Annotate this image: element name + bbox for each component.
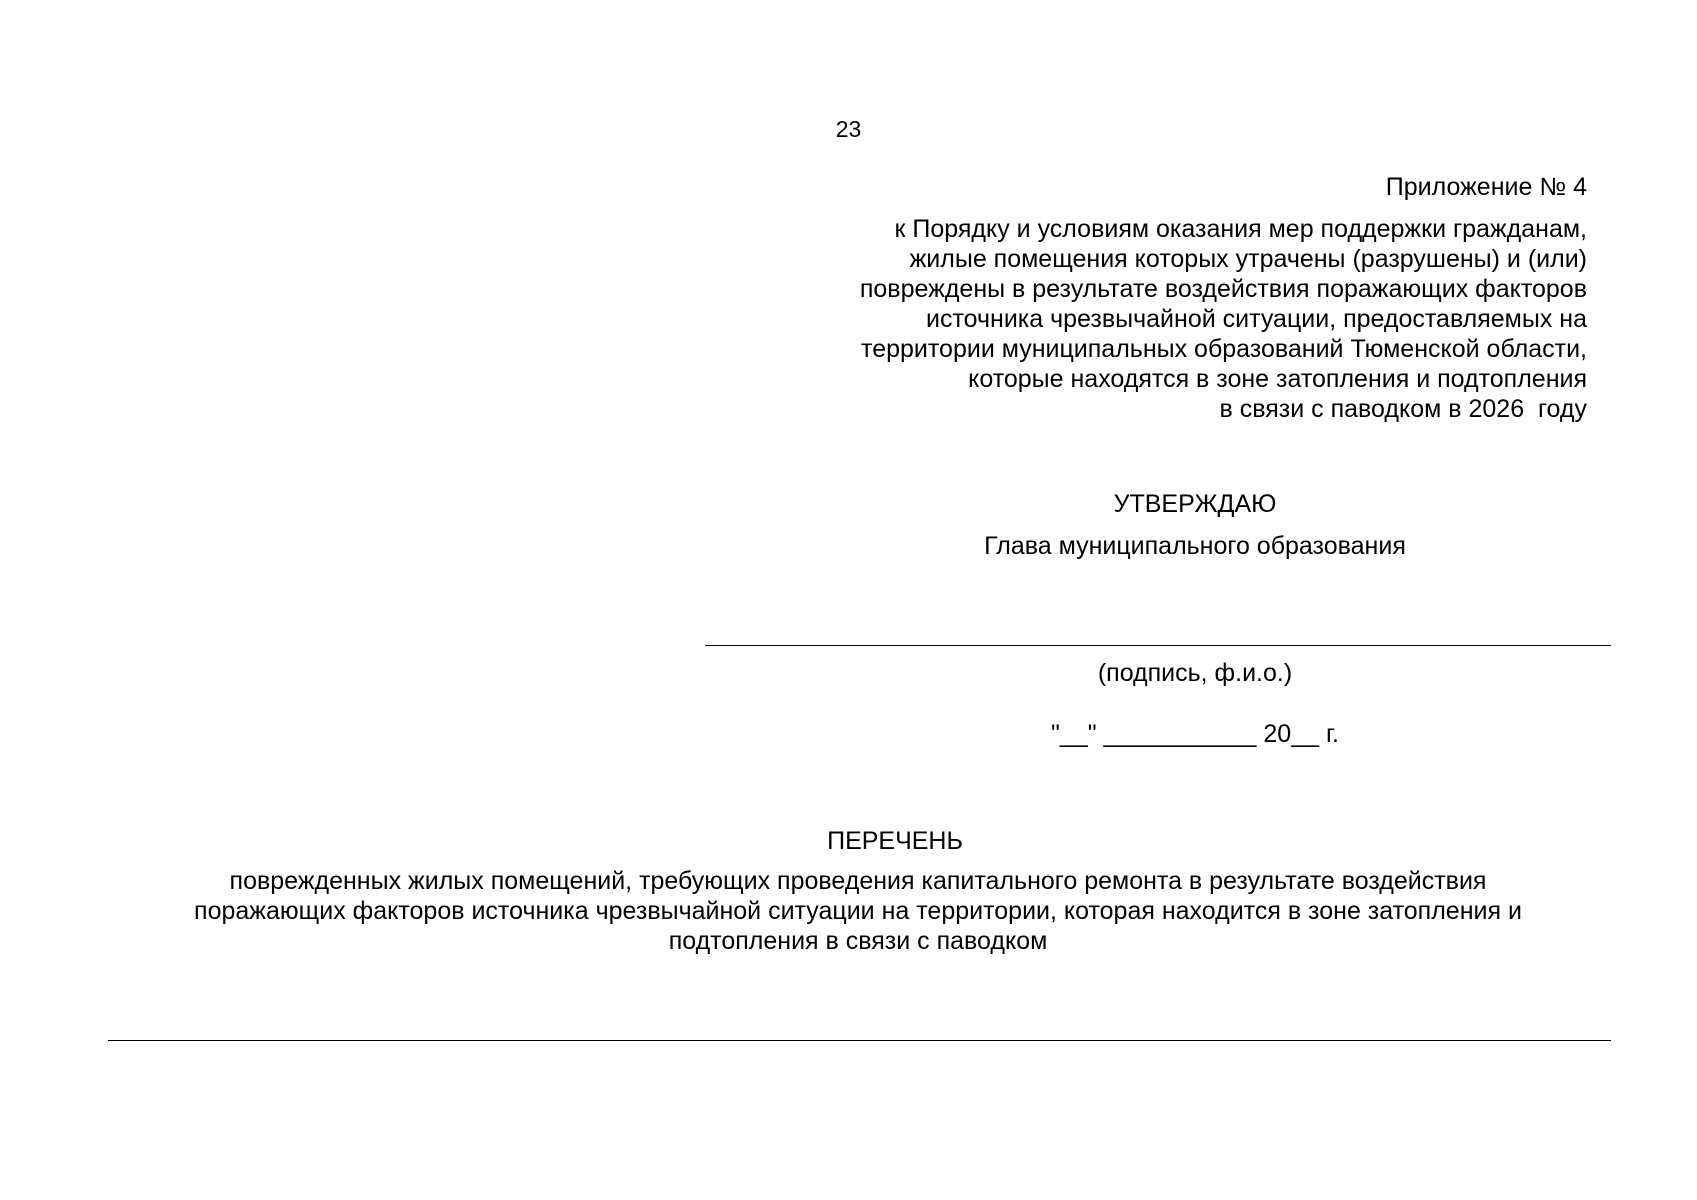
- signature-caption: (подпись, ф.и.о.): [1097, 659, 1293, 687]
- list-description-line: поврежденных жилых помещений, требующих проведения капитального ремонта в результате воздействия: [229, 867, 1487, 895]
- page-number: 23: [835, 116, 862, 142]
- appendix-reference-line: которые находятся в зоне затопления и подтопления: [968, 365, 1587, 393]
- approval-date: "__" ___________ 20__ г.: [1051, 720, 1339, 748]
- appendix-reference-line: жилые помещения которых утрачены (разрушены) и (или): [909, 245, 1587, 273]
- list-title: ПЕРЕЧЕНЬ: [827, 827, 963, 855]
- appendix-reference-line: территории муниципальных образований Тюменской области,: [861, 335, 1587, 363]
- appendix-title: Приложение № 4: [1385, 173, 1587, 201]
- list-description: [150, 866, 1566, 956]
- appendix-reference-line: источника чрезвычайной ситуации, предоставляемых на: [926, 305, 1587, 333]
- signature-line: [705, 645, 1611, 646]
- list-description-line: поражающих факторов источника чрезвычайной ситуации на территории, которая находится в зоне затопления и: [194, 897, 1522, 925]
- approval-role: Глава муниципального образования: [984, 532, 1406, 560]
- approval-title: УТВЕРЖДАЮ: [1113, 490, 1277, 518]
- list-description-line: подтопления в связи с паводком: [668, 927, 1048, 955]
- appendix-reference-line: повреждены в результате воздействия поражающих факторов: [859, 275, 1587, 303]
- bottom-rule: [108, 1040, 1611, 1041]
- appendix-reference: [767, 214, 1587, 424]
- appendix-reference-line: в связи с паводком в 2026 году: [1219, 395, 1587, 423]
- appendix-reference-line: к Порядку и условиям оказания мер поддержки гражданам,: [894, 215, 1587, 243]
